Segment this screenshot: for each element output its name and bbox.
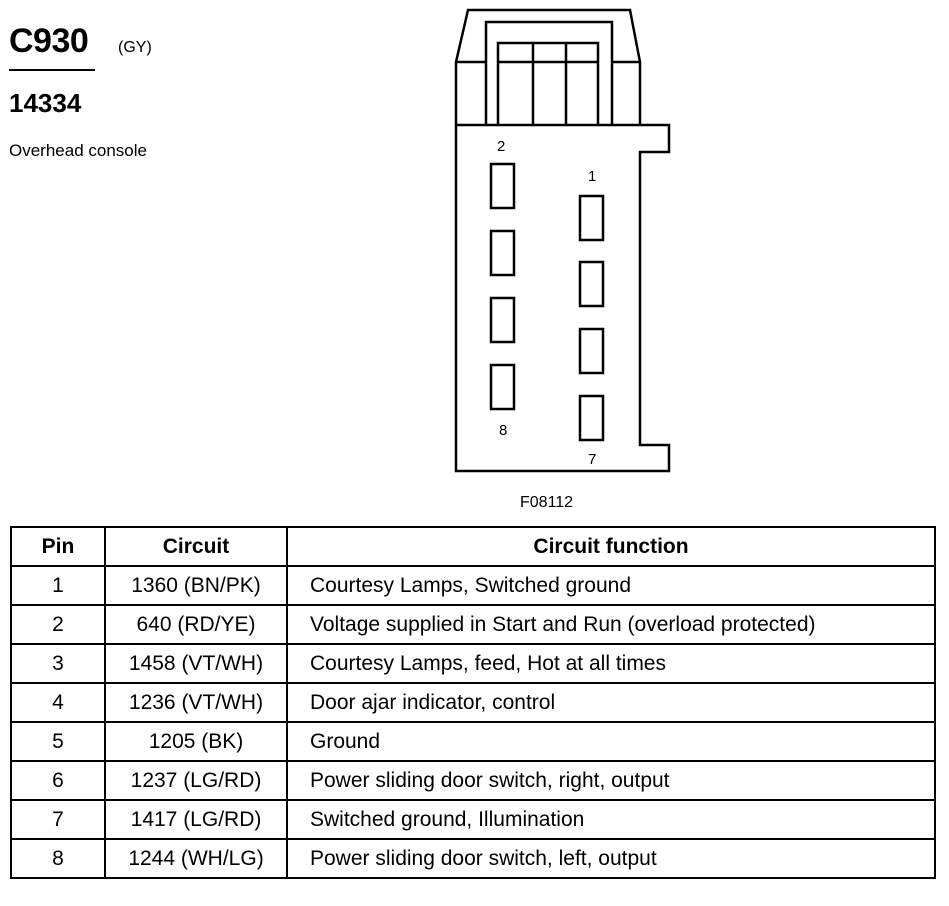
cavity-pin-4 [491, 231, 514, 275]
circuit-cell: 1205 (BK) [105, 722, 287, 761]
pin-cell: 4 [11, 683, 105, 722]
header-circuit: Circuit [105, 527, 287, 566]
pin-label-8: 8 [499, 422, 508, 439]
pin-cell: 5 [11, 722, 105, 761]
pin-label-1: 1 [588, 168, 597, 185]
pin-cell: 1 [11, 566, 105, 605]
circuit-cell: 1458 (VT/WH) [105, 644, 287, 683]
pin-cell: 3 [11, 644, 105, 683]
pin-cell: 2 [11, 605, 105, 644]
function-cell: Power sliding door switch, left, output [287, 839, 935, 878]
color-code: (GY) [118, 39, 152, 56]
pin-cell: 7 [11, 800, 105, 839]
location-label: Overhead console [9, 141, 147, 160]
table-header-row [11, 527, 935, 566]
table-row [11, 644, 935, 683]
circuit-cell: 640 (RD/YE) [105, 605, 287, 644]
connector-drawing [440, 0, 680, 480]
table-row [11, 761, 935, 800]
pin-cell: 8 [11, 839, 105, 878]
pin-cell: 6 [11, 761, 105, 800]
cavity-pin-1 [580, 196, 603, 240]
header-function: Circuit function [287, 527, 935, 566]
part-number: 14334 [9, 88, 82, 118]
function-cell: Switched ground, Illumination [287, 800, 935, 839]
latch-inner-frame [486, 22, 612, 125]
table-row [11, 683, 935, 722]
circuit-cell: 1244 (WH/LG) [105, 839, 287, 878]
connector-body [456, 125, 669, 471]
table-row [11, 605, 935, 644]
pin-label-2: 2 [497, 138, 506, 155]
function-cell: Ground [287, 722, 935, 761]
header-pin: Pin [11, 527, 105, 566]
table-row [11, 722, 935, 761]
cavity-pin-3 [580, 262, 603, 306]
cavity-pin-2 [491, 164, 514, 208]
pinout-table [10, 526, 936, 879]
function-cell: Power sliding door switch, right, output [287, 761, 935, 800]
cavity-pin-5 [580, 329, 603, 373]
function-cell: Voltage supplied in Start and Run (overload protected) [287, 605, 935, 644]
pin-label-7: 7 [588, 451, 597, 468]
connector-id: C930 [9, 22, 89, 60]
circuit-cell: 1236 (VT/WH) [105, 683, 287, 722]
circuit-cell: 1417 (LG/RD) [105, 800, 287, 839]
table-row [11, 566, 935, 605]
cavity-pin-8 [491, 365, 514, 409]
circuit-cell: 1360 (BN/PK) [105, 566, 287, 605]
function-cell: Courtesy Lamps, feed, Hot at all times [287, 644, 935, 683]
circuit-cell: 1237 (LG/RD) [105, 761, 287, 800]
function-cell: Door ajar indicator, control [287, 683, 935, 722]
function-cell: Courtesy Lamps, Switched ground [287, 566, 935, 605]
table-row [11, 839, 935, 878]
cavity-pin-6 [491, 298, 514, 342]
table-row [11, 800, 935, 839]
connector-id-underline [9, 69, 95, 71]
cavity-pin-7 [580, 396, 603, 440]
latch-top-bar [498, 43, 598, 125]
figure-id: F08112 [520, 494, 574, 511]
